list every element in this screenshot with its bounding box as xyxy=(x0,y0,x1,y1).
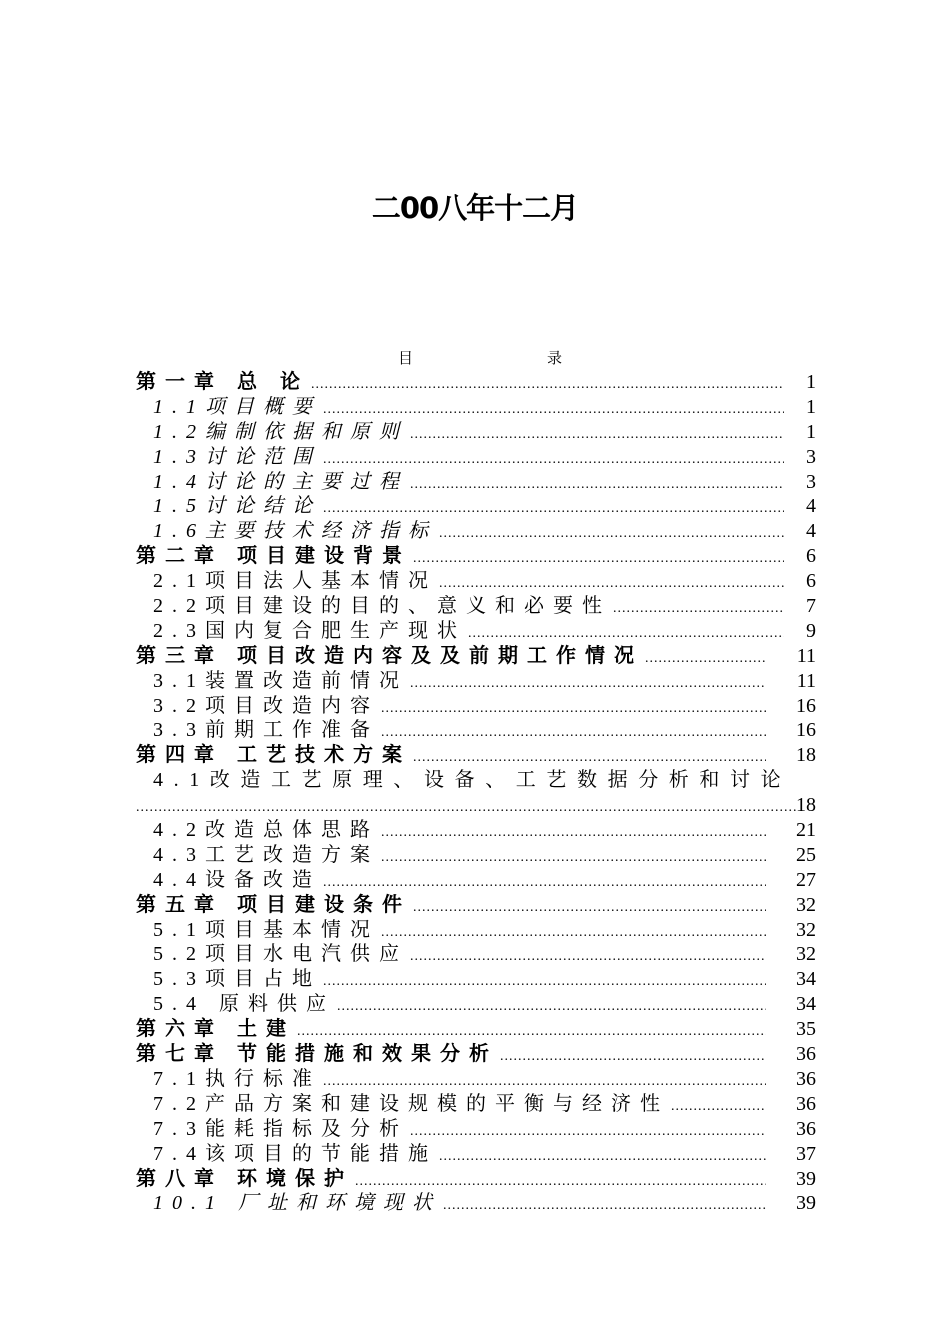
toc-chapter-label: 第八章 环境保护 xyxy=(136,1167,353,1190)
toc-chapter[interactable] xyxy=(136,1017,816,1042)
toc-entry-label: 4.1改造工艺原理、设备、工艺数据分析和讨论 xyxy=(153,769,792,792)
toc-entry[interactable] xyxy=(136,768,816,793)
toc-entry[interactable] xyxy=(136,1117,816,1142)
toc-entry[interactable] xyxy=(136,594,816,619)
toc-entry-label: 5.3项目占地 xyxy=(153,968,321,991)
toc-entry-page: 39 xyxy=(796,1192,816,1215)
toc-entry[interactable] xyxy=(136,843,816,868)
toc-entry[interactable] xyxy=(136,494,816,519)
toc-entry-page: 36 xyxy=(796,1043,816,1066)
toc-entry-label: 3.1装置改造前情况 xyxy=(153,669,408,692)
toc-chapter[interactable] xyxy=(136,544,816,569)
toc-entry[interactable] xyxy=(136,718,816,743)
dot-leader xyxy=(381,846,766,871)
toc-entry-page: 34 xyxy=(796,968,816,991)
toc-heading-right: 录 xyxy=(547,351,563,367)
toc-entry-label: 2.1项目法人基本情况 xyxy=(153,570,437,593)
toc-entry-page: 37 xyxy=(796,1142,816,1165)
toc-entry[interactable] xyxy=(136,569,816,594)
toc-entry-page: 34 xyxy=(796,993,816,1016)
toc-entry-page: 32 xyxy=(796,918,816,941)
dot-leader xyxy=(613,597,784,622)
toc-entry-page: 16 xyxy=(796,694,816,717)
toc-entry[interactable] xyxy=(136,420,816,445)
toc-entry-label: 1.6主要技术经济指标 xyxy=(153,520,437,543)
toc-entry-label: 1.3讨论范围 xyxy=(153,445,321,468)
toc-entry[interactable] xyxy=(136,967,816,992)
toc-chapter-label: 第一章 总 论 xyxy=(136,371,309,393)
dot-leader xyxy=(410,473,784,498)
toc-entry[interactable] xyxy=(136,868,816,893)
toc-entry-page: 18 xyxy=(796,744,816,767)
toc-entry-page: 35 xyxy=(796,1018,816,1041)
toc-entry-page: 1 xyxy=(806,420,816,443)
toc-entry-label: 7.3能耗指标及分析 xyxy=(153,1117,408,1140)
toc-entry-page: 32 xyxy=(796,893,816,916)
toc-chapter-label: 第六章 土建 xyxy=(136,1018,295,1041)
toc-chapter-label: 第五章 项目建设条件 xyxy=(136,893,411,916)
toc-entry[interactable] xyxy=(136,445,816,470)
toc-entry[interactable] xyxy=(136,818,816,843)
toc-entry-label: 10.1 厂址和环境现状 xyxy=(153,1192,441,1215)
dot-leader xyxy=(671,1095,766,1120)
dot-leader xyxy=(443,1194,766,1219)
toc-entry-label: 1.1项目概要 xyxy=(153,395,321,418)
dot-leader xyxy=(439,1145,766,1170)
dot-leader xyxy=(323,970,766,995)
toc-entry-page: 1 xyxy=(806,395,816,418)
toc-chapter[interactable] xyxy=(136,743,816,768)
toc-entry-label: 7.1执行标准 xyxy=(153,1067,321,1090)
toc-entry-page: 1 xyxy=(806,371,816,393)
toc-entry[interactable] xyxy=(136,694,816,719)
toc-entry-label: 7.2产品方案和建设规模的平衡与经济性 xyxy=(153,1092,669,1115)
toc-entry-page: 9 xyxy=(806,619,816,642)
toc-entry-page: 32 xyxy=(796,943,816,966)
toc-entry-page: 18 xyxy=(796,794,816,817)
dot-leader xyxy=(381,721,766,746)
dot-leader xyxy=(381,921,766,946)
toc-chapter-label: 第三章 项目改造内容及及前期工作情况 xyxy=(136,644,643,667)
dot-leader xyxy=(410,1120,766,1145)
toc-entry-label: 5.2项目水电汽供应 xyxy=(153,943,408,966)
dot-leader xyxy=(413,896,766,921)
toc-heading xyxy=(0,347,950,367)
toc-entry-page: 6 xyxy=(806,545,816,568)
toc-entry[interactable] xyxy=(136,669,816,694)
toc-entry[interactable] xyxy=(136,619,816,644)
toc-entry-page: 39 xyxy=(796,1167,816,1190)
dot-leader xyxy=(410,423,784,448)
toc-entry[interactable] xyxy=(136,1092,816,1117)
toc-entry-label: 1.4讨论的主要过程 xyxy=(153,470,408,493)
toc-entry-page: 27 xyxy=(796,868,816,891)
toc-entry[interactable] xyxy=(136,1067,816,1092)
toc-chapter-label: 第七章 节能措施和效果分析 xyxy=(136,1043,498,1066)
toc-chapter[interactable] xyxy=(136,1042,816,1067)
toc-entry-page: 36 xyxy=(796,1092,816,1115)
table-of-contents xyxy=(136,370,816,1216)
toc-chapter[interactable] xyxy=(136,644,816,669)
toc-entry-page: 36 xyxy=(796,1117,816,1140)
toc-entry-page: 6 xyxy=(806,570,816,593)
toc-entry-label: 2.2项目建设的目的、意义和必要性 xyxy=(153,595,611,618)
toc-entry-label: 5.4 原料供应 xyxy=(153,993,335,1016)
toc-entry-label: 4.3工艺改造方案 xyxy=(153,843,379,866)
toc-entry[interactable] xyxy=(136,519,816,544)
toc-entry[interactable] xyxy=(136,470,816,495)
toc-entry-page: 3 xyxy=(806,445,816,468)
toc-entry-page: 3 xyxy=(806,470,816,493)
dot-leader xyxy=(410,672,766,697)
toc-entry-label: 2.3国内复合肥生产现状 xyxy=(153,619,466,642)
toc-entry-label: 1.2编制依据和原则 xyxy=(153,420,408,443)
toc-entry-page: 11 xyxy=(796,669,816,692)
toc-entry-page: 16 xyxy=(796,719,816,742)
toc-entry-label: 7.4该项目的节能措施 xyxy=(153,1142,437,1165)
dot-leader xyxy=(645,647,766,672)
toc-entry-page: 4 xyxy=(806,495,816,518)
toc-chapter[interactable] xyxy=(136,893,816,918)
toc-entry[interactable] xyxy=(136,1191,816,1216)
dot-leader xyxy=(381,697,766,722)
document-date: 二00八年十二月 xyxy=(371,191,579,225)
toc-entry-label: 4.2改造总体思路 xyxy=(153,819,379,842)
dot-leader xyxy=(337,995,766,1020)
dot-leader xyxy=(410,945,766,970)
dot-leader xyxy=(413,547,784,572)
toc-entry-label: 3.3前期工作准备 xyxy=(153,719,379,742)
toc-entry-page: 7 xyxy=(806,595,816,618)
toc-heading-left: 目 xyxy=(398,351,414,367)
toc-entry-page: 4 xyxy=(806,520,816,543)
toc-entry-label: 1.5讨论结论 xyxy=(153,495,321,518)
dot-leader xyxy=(500,1045,766,1070)
toc-entry-label: 3.2项目改造内容 xyxy=(153,694,379,717)
toc-entry[interactable] xyxy=(136,918,816,943)
toc-entry-label: 5.1项目基本情况 xyxy=(153,918,379,941)
toc-chapter[interactable] xyxy=(136,1167,816,1192)
toc-chapter-label: 第二章 项目建设背景 xyxy=(136,545,411,568)
toc-entry-page: 21 xyxy=(796,819,816,842)
dot-leader xyxy=(439,522,784,547)
toc-entry[interactable] xyxy=(136,1142,816,1167)
toc-entry-page: 11 xyxy=(796,644,816,667)
toc-entry-label: 4.4设备改造 xyxy=(153,868,321,891)
toc-entry-page: 25 xyxy=(796,843,816,866)
toc-chapter-label: 第四章 工艺技术方案 xyxy=(136,744,411,767)
dot-leader xyxy=(311,373,784,398)
toc-chapter[interactable] xyxy=(136,370,816,395)
dot-leader xyxy=(381,821,766,846)
toc-entry[interactable] xyxy=(136,395,816,420)
toc-entry[interactable] xyxy=(136,992,816,1017)
toc-entry-continuation[interactable] xyxy=(136,793,816,818)
toc-entry[interactable] xyxy=(136,942,816,967)
toc-entry-page: 36 xyxy=(796,1067,816,1090)
